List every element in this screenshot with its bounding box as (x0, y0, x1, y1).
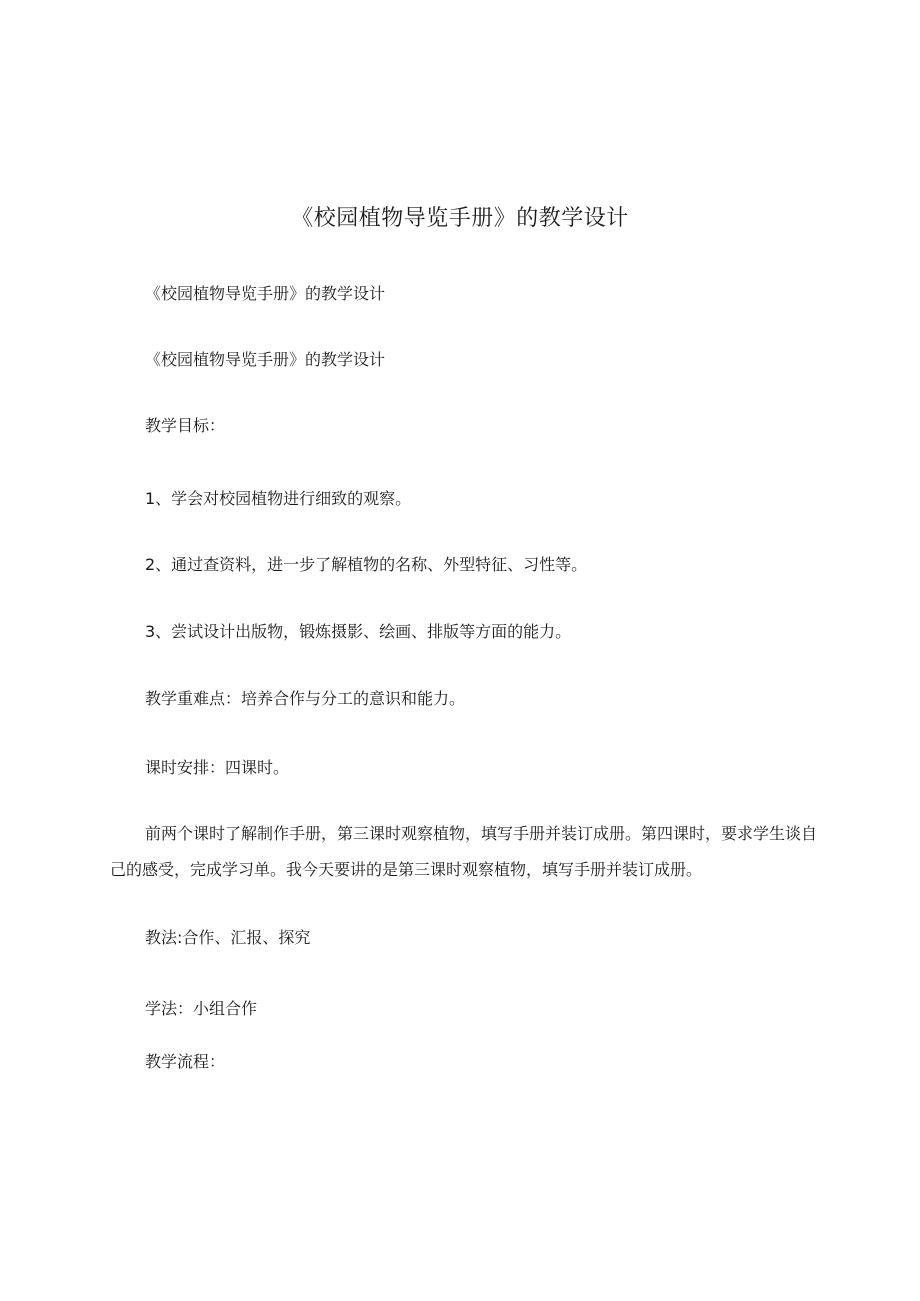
subtitle-line: 《校园植物导览手册》的教学设计 (145, 284, 386, 303)
objectives-heading: 教学目标： (145, 416, 226, 435)
schedule: 课时安排：四课时。 (145, 758, 290, 777)
process-heading: 教学流程： (145, 1052, 226, 1071)
learning-method: 学法：小组合作 (145, 999, 258, 1018)
objective-item: 3、尝试设计出版物，锻炼摄影、绘画、排版等方面的能力。 (145, 622, 572, 641)
key-difficulty: 教学重难点：培养合作与分工的意识和能力。 (145, 689, 466, 708)
teaching-method: 教法:合作、汇报、探究 (145, 928, 311, 947)
objective-item: 2、通过查资料，进一步了解植物的名称、外型特征、习性等。 (145, 555, 588, 574)
subtitle-line: 《校园植物导览手册》的教学设计 (145, 350, 386, 369)
document-title: 《校园植物导览手册》的教学设计 (291, 206, 629, 231)
objective-item: 1、学会对校园植物进行细致的观察。 (145, 489, 412, 508)
intro-paragraph: 前两个课时了解制作手册，第三课时观察植物，填写手册并装订成册。第四课时，要求学生谈自己的感受，完成学习单。我今天要讲的是第三课时观察植物，填写手册并装订成册。 (110, 824, 818, 879)
